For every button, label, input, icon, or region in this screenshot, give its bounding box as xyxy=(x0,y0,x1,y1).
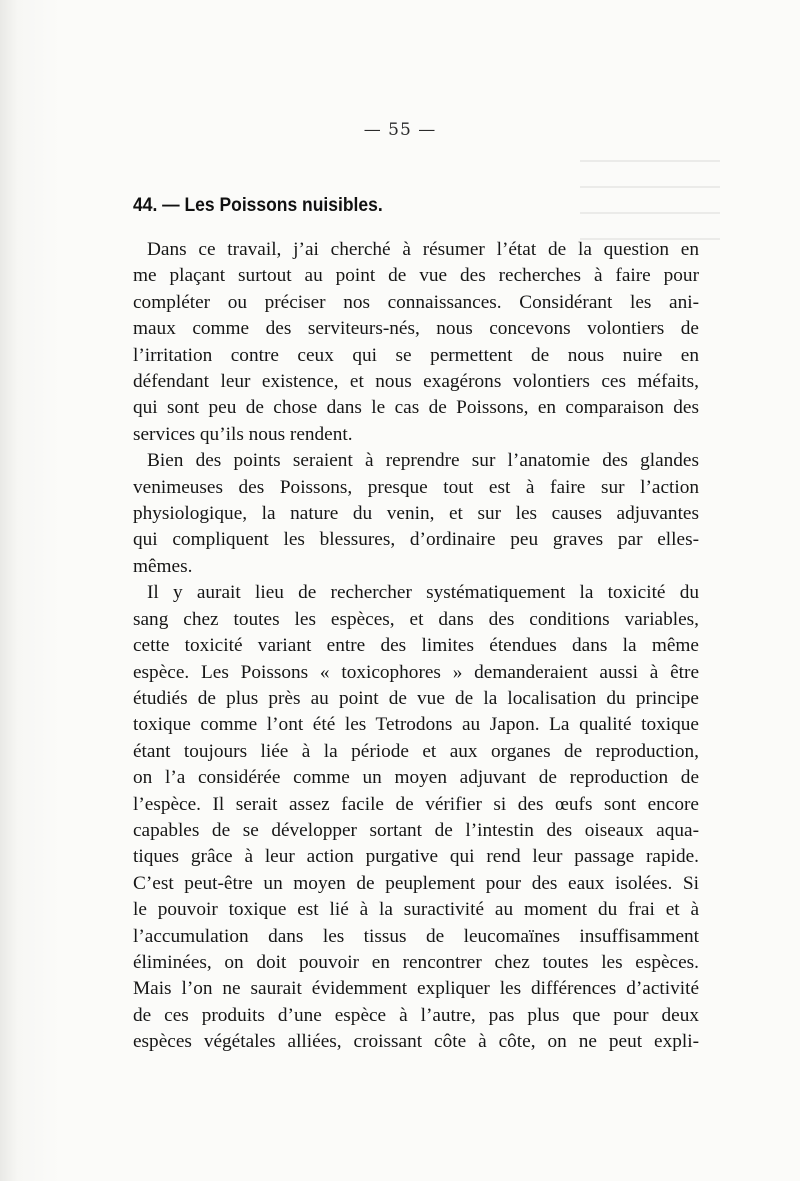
text-line: l’accumulation dans les tissus de leucomaïnes insuffisamment xyxy=(133,925,699,947)
text-line: qui compliquent les blessures, d’ordinaire peu graves par elles- xyxy=(133,529,699,551)
body-text xyxy=(133,237,699,1056)
paragraph-2 xyxy=(133,448,699,580)
text-line: Il y aurait lieu de rechercher systématiquement la toxicité du xyxy=(147,582,699,604)
section-number: 44. xyxy=(133,195,158,216)
text-line: toxique comme l’ont été les Tetrodons au Japon. La qualité toxique xyxy=(133,714,699,736)
bleed-through-shadow xyxy=(580,150,720,240)
text-line: espèces végétales alliées, croissant côte à côte, on ne peut expli- xyxy=(133,1031,699,1053)
text-line: C’est peut-être un moyen de peuplement pour des eaux isolées. Si xyxy=(133,872,699,894)
text-line: physiologique, la nature du venin, et sur les causes adjuvantes xyxy=(133,503,699,525)
text-line: espèce. Les Poissons « toxicophores » demanderaient aussi à être xyxy=(133,661,699,683)
text-line: sang chez toutes les espèces, et dans des conditions variables, xyxy=(133,608,699,630)
text-line: on l’a considérée comme un moyen adjuvant de reproduction de xyxy=(133,767,699,789)
section-heading xyxy=(133,195,383,217)
text-line: Mais l’on ne saurait évidemment expliquer les différences d’activité xyxy=(133,978,699,1000)
section-title: — Les Poissons nuisibles. xyxy=(162,195,383,216)
text-line: de ces produits d’une espèce à l’autre, pas plus que pour deux xyxy=(133,1004,699,1026)
text-line: services qu’ils nous rendent. xyxy=(133,423,353,445)
text-line: l’irritation contre ceux qui se permettent de nous nuire en xyxy=(133,344,699,366)
text-line: étudiés de plus près au point de vue de la localisation du principe xyxy=(133,687,699,709)
paragraph-3 xyxy=(133,580,699,1055)
text-line: maux comme des serviteurs-nés, nous concevons volontiers de xyxy=(133,318,699,340)
text-line: tiques grâce à leur action purgative qui rend leur passage rapide. xyxy=(133,846,699,868)
text-line: cette toxicité variant entre des limites étendues dans la même xyxy=(133,635,699,657)
text-line: me plaçant surtout au point de vue des recherches à faire pour xyxy=(133,265,699,287)
paragraph-1 xyxy=(133,237,699,448)
text-line: le pouvoir toxique est lié à la suractivité au moment du frai et à xyxy=(133,899,699,921)
text-line: capables de se développer sortant de l’intestin des oiseaux aqua- xyxy=(133,819,699,841)
page-number: — 55 — xyxy=(363,120,437,140)
text-line: mêmes. xyxy=(133,555,193,577)
text-line: compléter ou préciser nos connaissances. Considérant les ani- xyxy=(133,291,699,313)
text-line: l’espèce. Il serait assez facile de vérifier si des œufs sont encore xyxy=(133,793,699,815)
text-line: étant toujours liée à la période et aux organes de reproduction, xyxy=(133,740,699,762)
text-line: venimeuses des Poissons, presque tout est à faire sur l’action xyxy=(133,476,699,498)
text-line: Bien des points seraient à reprendre sur l’anatomie des glandes xyxy=(147,450,699,472)
text-line: Dans ce travail, j’ai cherché à résumer l’état de la question en xyxy=(147,239,699,260)
text-line: qui sont peu de chose dans le cas de Poissons, en comparaison des xyxy=(133,397,699,419)
text-line: défendant leur existence, et nous exagérons volontiers ces méfaits, xyxy=(133,371,699,393)
text-line: éliminées, on doit pouvoir en rencontrer chez toutes les espèces. xyxy=(133,951,699,973)
